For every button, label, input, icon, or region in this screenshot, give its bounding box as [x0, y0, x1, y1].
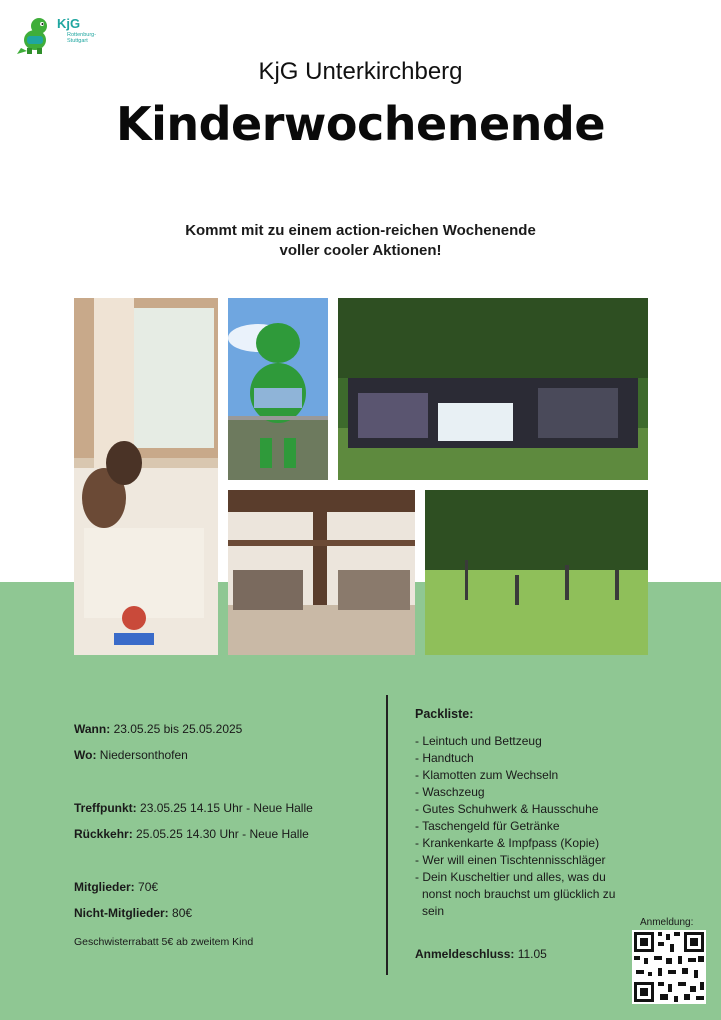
packing-list: [415, 733, 625, 920]
list-item: - Wer will einen Tischtennisschläger: [415, 853, 606, 867]
meadow-games-photo: [425, 490, 648, 655]
group-photo: [338, 298, 648, 480]
kjg-logo[interactable]: [15, 14, 105, 58]
registration-deadline: Anmeldeschluss: 11.05: [415, 947, 547, 961]
logo-region-text: Rottenburg- Stuttgart: [67, 32, 97, 44]
column-divider: [386, 695, 388, 975]
non-member-price: Nicht-Mitglieder: 80€: [74, 906, 193, 920]
dragon-mascot-icon: [15, 14, 57, 56]
list-item: - Taschengeld für Getränke: [415, 819, 560, 833]
list-item: - Klamotten zum Wechseln: [415, 768, 559, 782]
registration-qr-code[interactable]: [632, 930, 706, 1004]
return-info: Rückkehr: 25.05.25 14.30 Uhr - Neue Halle: [74, 827, 309, 841]
sibling-discount: Geschwisterrabatt 5€ ab zweitem Kind: [74, 936, 254, 948]
list-item: - Leintuch und Bettzeug: [415, 734, 542, 748]
organization-name: KjG Unterkirchberg: [258, 58, 463, 85]
registration-label: Anmeldung:: [640, 917, 694, 928]
logo-brand-text: KjG: [57, 16, 81, 31]
mascot-photo: [228, 298, 328, 480]
member-price: Mitglieder: 70€: [74, 880, 159, 894]
date-info: Wann: 23.05.25 bis 25.05.2025: [74, 722, 243, 736]
meeting-point-info: Treffpunkt: 23.05.25 14.15 Uhr - Neue Halle: [74, 801, 313, 815]
dining-hall-photo: [228, 490, 415, 655]
list-item: - Gutes Schuhwerk & Hausschuhe: [415, 802, 599, 816]
location-info: Wo: Niedersonthofen: [74, 748, 188, 762]
page-title: Kinderwochenende: [115, 97, 606, 151]
crafting-photo: [74, 298, 218, 655]
packing-list-title: Packliste:: [415, 707, 474, 721]
list-item: - Handtuch: [415, 751, 474, 765]
list-item: - Dein Kuscheltier und alles, was du nonst noch brauchst um glücklich zu sein: [415, 870, 616, 918]
list-item: - Waschzeug: [415, 785, 485, 799]
intro-text: Kommt mit zu einem action-reichen Wochenende voller cooler Aktionen!: [185, 222, 536, 259]
list-item: - Krankenkarte & Impfpass (Kopie): [415, 836, 600, 850]
